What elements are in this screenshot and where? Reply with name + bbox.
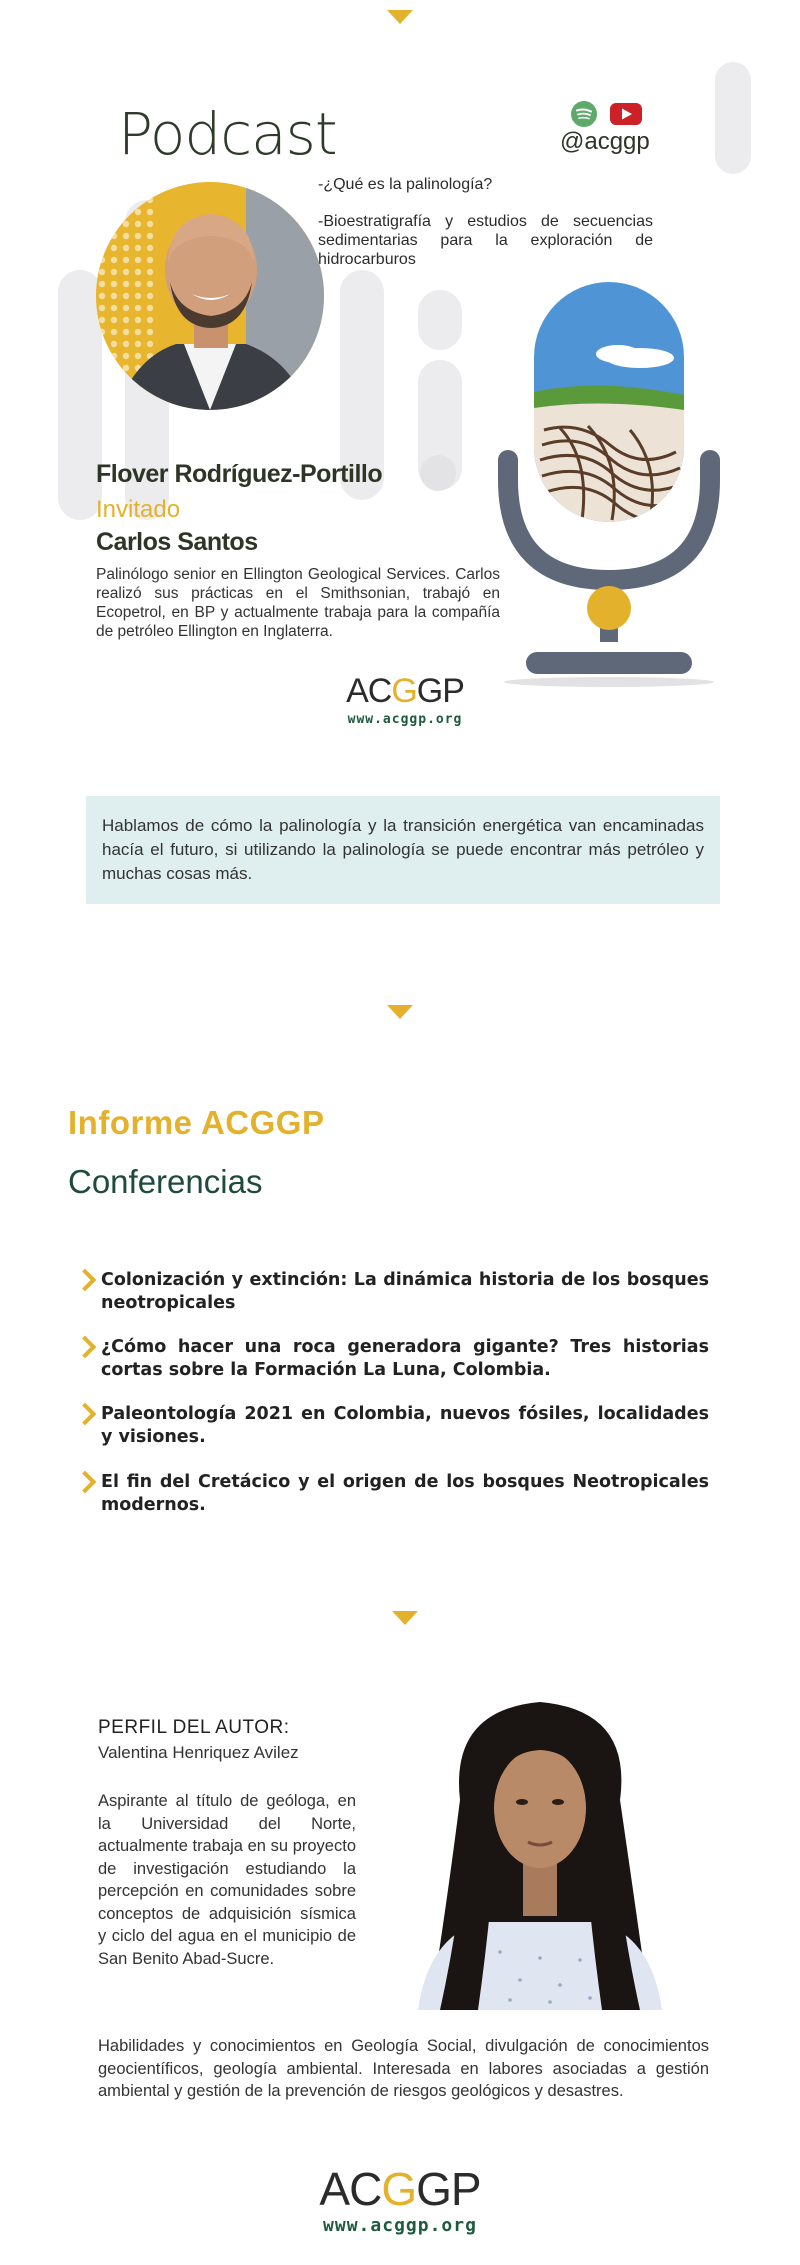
logo-part1: AC: [319, 2163, 382, 2215]
youtube-icon[interactable]: [610, 103, 642, 125]
conference-item: [101, 1471, 709, 1517]
conference-text: Colonización y extinción: La dinámica historia de los bosques neotropicales: [101, 1270, 709, 1313]
report-title: Informe ACGGP: [68, 1104, 325, 1141]
conference-text: El fin del Cretácico y el origen de los bosques Neotropicales modernos.: [101, 1472, 709, 1515]
microphone-illustration: [490, 280, 730, 700]
topic-2: -Bioestratigrafía y estudios de secuencias sedimentarias para la exploración de hidrocarburos: [318, 213, 653, 268]
conference-item: [101, 1403, 709, 1449]
acggp-logo: [335, 672, 475, 711]
author-bio: Aspirante al título de geóloga, en la Universidad del Norte, actualmente trabaja en su proyecto de investigación estudiando la percepción en comunidades sobre conceptos de adquisición sísmica y ciclo del agua en el municipio de San Benito Abad-Sucre.: [98, 1792, 356, 1968]
guest-name: Carlos Santos: [96, 528, 258, 556]
chevron-right-icon: [74, 1471, 97, 1494]
footer-website-link[interactable]: www.acggp.org: [323, 2215, 477, 2236]
decorative-bar: [420, 455, 456, 491]
conference-item: [101, 1336, 709, 1382]
decorative-bar: [715, 62, 751, 174]
chevron-down-icon: [387, 1005, 413, 1019]
host-name: Flover Rodríguez-Portillo: [96, 460, 383, 488]
decorative-bar: [418, 290, 462, 350]
author-skills: Habilidades y conocimientos en Geología Social, divulgación de conocimientos geocientíficos, geología ambiental. Interesada en labores asociadas a gestión ambiental y gestión de la prevención de riesgos geológicos y desastres.: [98, 2037, 709, 2100]
conference-item: [101, 1269, 709, 1315]
author-name: Valentina Henriquez Avilez: [98, 1743, 299, 1762]
chevron-down-icon: [387, 10, 413, 24]
footer-acggp-logo: [295, 2162, 505, 2216]
chevron-right-icon: [74, 1336, 97, 1359]
logo-part3: GP: [416, 2163, 481, 2215]
website-link[interactable]: www.acggp.org: [347, 712, 463, 727]
author-photo: [400, 1690, 680, 2010]
author-label: PERFIL DEL AUTOR:: [98, 1717, 290, 1738]
report-subtitle: Conferencias: [68, 1163, 263, 1200]
logo-part2: G: [381, 2163, 417, 2215]
guest-label: Invitado: [96, 496, 181, 523]
podcast-title: Podcast: [118, 100, 337, 168]
chevron-right-icon: [74, 1403, 97, 1426]
chevron-down-icon: [392, 1611, 418, 1625]
spotify-icon[interactable]: [571, 101, 597, 127]
host-photo: [96, 182, 324, 410]
chevron-right-icon: [74, 1269, 97, 1292]
topic-1: -¿Qué es la palinología?: [318, 176, 493, 193]
logo-part1: AC: [346, 672, 392, 710]
conference-text: ¿Cómo hacer una roca generadora gigante? Tres historias cortas sobre la Formación La Luna, Colombia.: [101, 1337, 709, 1380]
conference-text: Paleontología 2021 en Colombia, nuevos fósiles, localidades y visiones.: [101, 1404, 709, 1447]
social-handle: @acggp: [560, 128, 650, 155]
logo-part2: G: [391, 672, 417, 710]
guest-bio: Palinólogo senior en Ellington Geological Services. Carlos realizó sus prácticas en el Smithsonian, trabajó en Ecopetrol, en BP y actualmente trabaja para la compañía de petróleo Ellington en Inglaterra.: [96, 566, 500, 640]
summary-box: Hablamos de cómo la palinología y la transición energética van encaminadas hacía el futuro, si utilizando la palinología se puede encontrar más petróleo y muchas cosas más.: [86, 796, 720, 904]
logo-part3: GP: [416, 672, 464, 710]
